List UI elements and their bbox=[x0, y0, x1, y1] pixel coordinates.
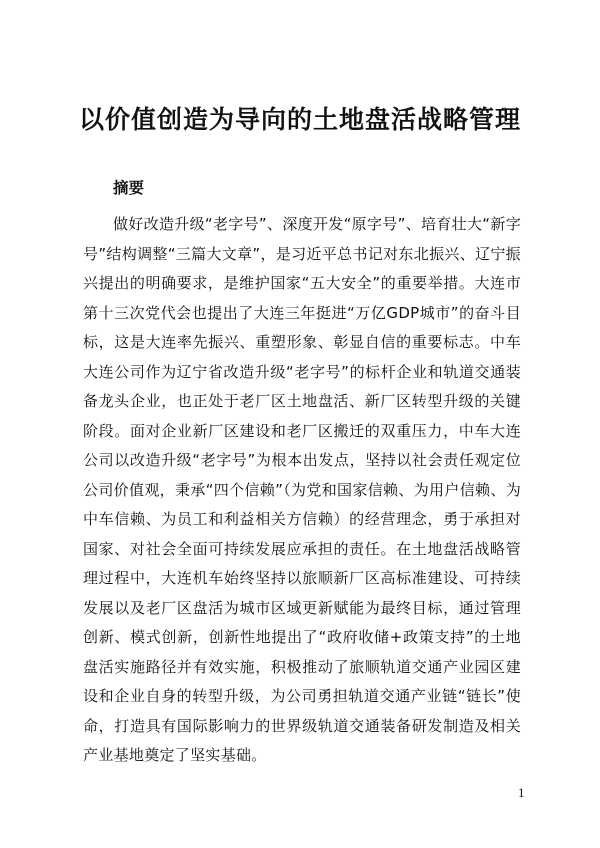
page-number: 1 bbox=[518, 785, 525, 800]
abstract-body: 做好改造升级“老字号”、深度开发“原字号”、培育壮大“新字号”结构调整“三篇大文章”，是习近平总书记对东北振兴、辽宁振兴提出的明确要求，是维护国家“五大安全”的重要举措。大连市第十三次党代会也提出了大连三年挺进“万亿GDP城市”的奋斗目标，这是大连率先振兴、重塑形象、彰显自信的重要标志。中车大连公司作为辽宁省改造升级“老字号”的标杆企业和轨道交通装备龙头企业，也正处于老厂区土地盘活、新厂区转型升级的关键阶段。面对企业新厂区建设和老厂区搬迁的双重压力，中车大连公司以改造升级“老字号”为根本出发点，坚持以社会责任观定位公司价值观，秉承“四个信赖”（为党和国家信赖、为用户信赖、为中车信赖、为员工和利益相关方信赖）的经营理念，勇于承担对国家、对社会全面可持续发展应承担的责任。在土地盘活战略管理过程中，大连机车始终坚持以旅顺新厂区高标准建设、可持续发展以及老厂区盘活为城市区域更新赋能为最终目标，通过管理创新、模式创新，创新性地提出了“政府收储+政策支持”的土地盘活实施路径并有效实施，积极推动了旅顺轨道交通产业园区建设和企业自身的转型升级，为公司勇担轨道交通产业链“链长”使命，打造具有国际影响力的世界级轨道交通装备研发制造及相关产业基地奠定了坚实基础。 bbox=[83, 215, 521, 764]
document-title: 以价值创造为导向的土地盘活战略管理 bbox=[78, 105, 521, 134]
abstract-heading: 摘要 bbox=[113, 179, 145, 197]
